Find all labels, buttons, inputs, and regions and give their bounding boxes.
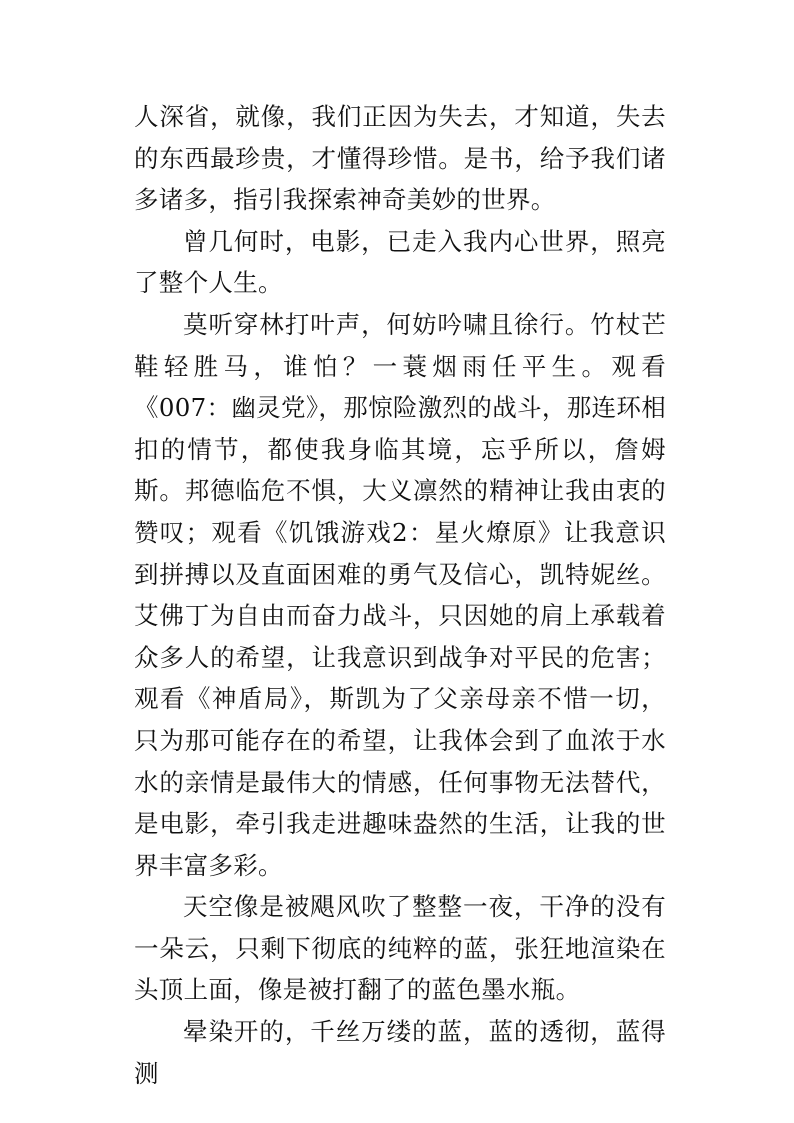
paragraph-2: 曾几何时，电影，已走入我内心世界，照亮了整个人生。 <box>134 226 666 298</box>
paragraph-1: 人深省，就像，我们正因为失去，才知道，失去的东西最珍贵，才懂得珍惜。是书，给予我们诸多诸多，指引我探索神奇美妙的世界。 <box>134 102 666 215</box>
paragraph-5: 晕染开的，千丝万缕的蓝，蓝的透彻，蓝得测 <box>134 1017 666 1088</box>
body-text <box>134 96 666 1094</box>
paragraph-4: 天空像是被飓风吹了整整一夜，干净的没有一朵云，只剩下彻底的纯粹的蓝，张狂地渲染在头顶上面，像是被打翻了的蓝色墨水瓶。 <box>134 892 666 1005</box>
paragraph-3: 莫听穿林打叶声，何妨吟啸且徐行。竹杖芒鞋轻胜马，谁怕？一蓑烟雨任平生。观看《007：幽灵党》，那惊险激烈的战斗，那连环相扣的情节，都使我身临其境，忘乎所以，詹姆斯。邦德临危不惧，大义凛然的精神让我由衷的赞叹；观看《饥饿游戏2：星火燎原》让我意识到拼搏以及直面困难的勇气及信心，凯特妮丝。艾佛丁为自由而奋力战斗，只因她的肩上承载着众多人的希望，让我意识到战争对平民的危害；观看《神盾局》，斯凯为了父亲母亲不惜一切，只为那可能存在的希望，让我体会到了血浓于水水的亲情是最伟大的情感，任何事物无法替代，是电影，牵引我走进趣味盎然的生活，让我的世界丰富多彩。 <box>134 309 666 880</box>
